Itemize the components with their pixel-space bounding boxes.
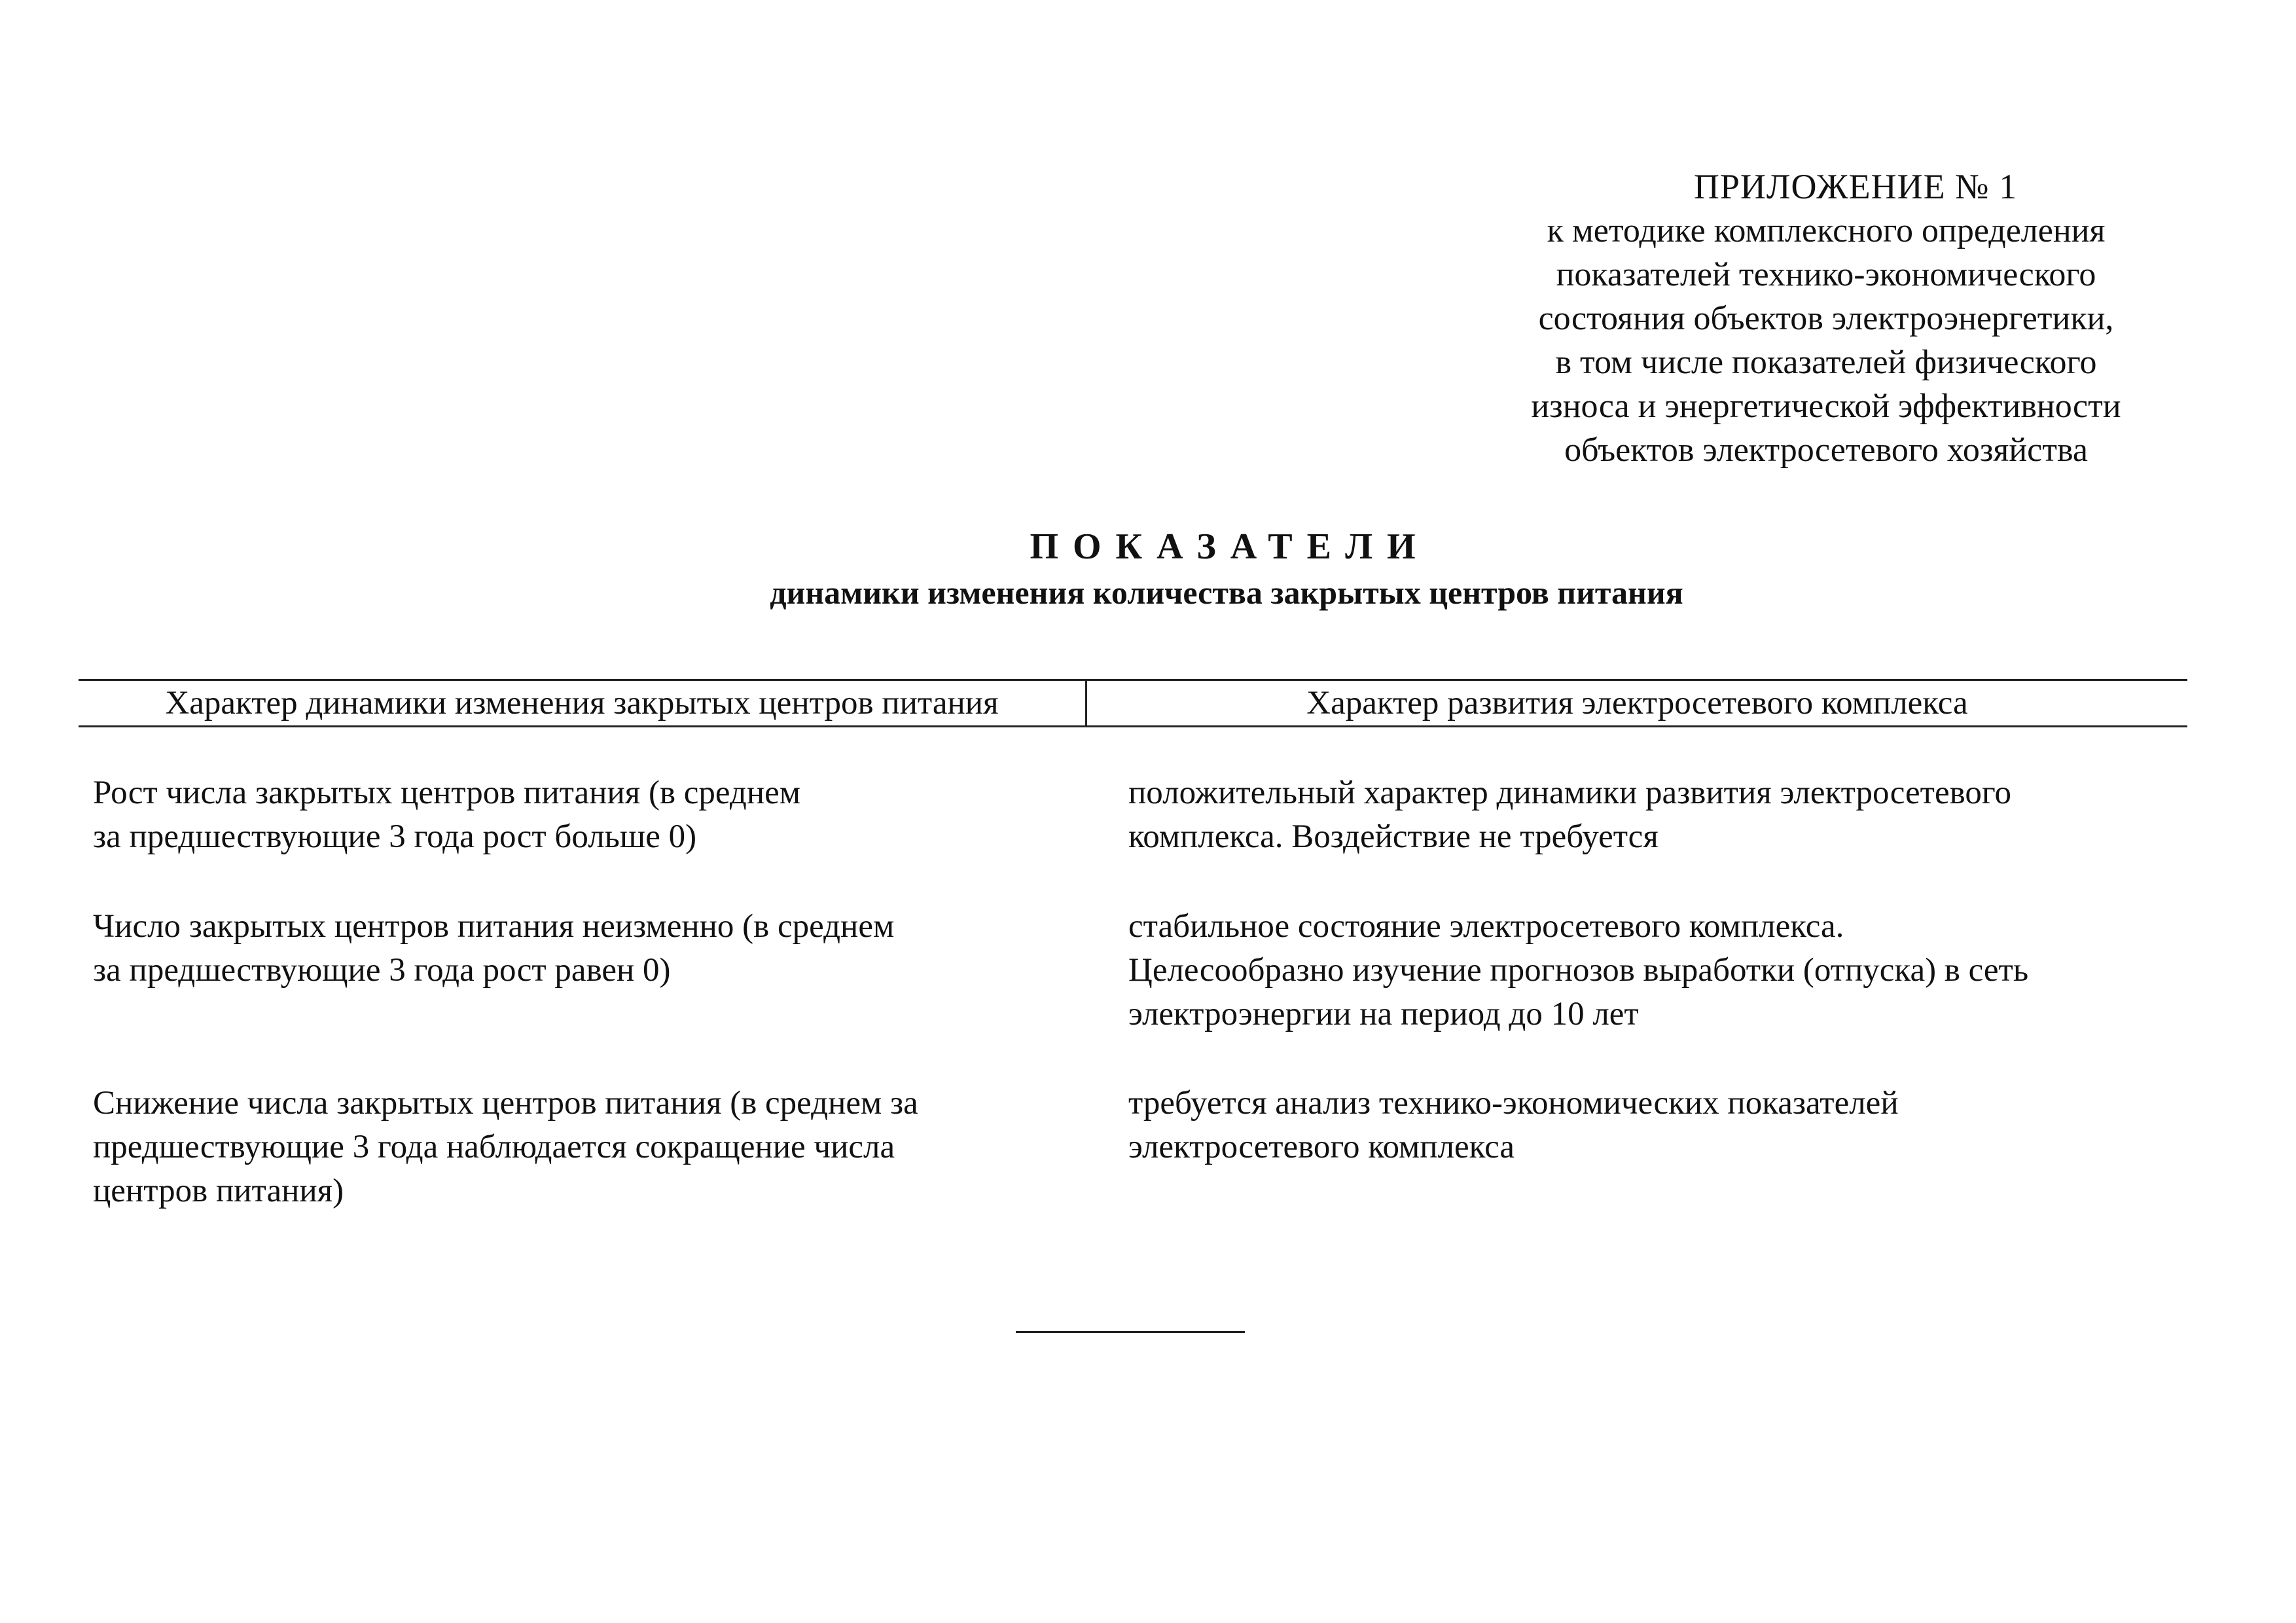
development-cell: требуется анализ технико-экономических показателей электросетевого комплекса xyxy=(1128,1085,1899,1165)
table-row xyxy=(93,905,2187,1036)
end-divider xyxy=(1016,1331,1245,1333)
appendix-line: износа и энергетической эффективности xyxy=(1531,388,2121,425)
appendix-block xyxy=(1466,165,2186,472)
document-heading xyxy=(0,524,2296,615)
appendix-line: показателей технико-экономического xyxy=(1556,256,2096,293)
appendix-line: объектов электросетевого хозяйства xyxy=(1564,431,2088,469)
appendix-line: состояния объектов электроэнергетики, xyxy=(1538,300,2114,337)
document-title: ПОКАЗАТЕЛИ xyxy=(1030,526,1430,567)
appendix-line: в том числе показателей физического xyxy=(1555,344,2097,381)
appendix-title: ПРИЛОЖЕНИЕ № 1 xyxy=(1693,167,2018,206)
appendix-line: к методике комплексного определения xyxy=(1547,212,2106,249)
document-subtitle: динамики изменения количества закрытых центров питания xyxy=(770,574,1683,611)
table-row xyxy=(93,771,2187,859)
table-row xyxy=(93,1082,2187,1213)
development-cell: стабильное состояние электросетевого комплекса. Целесообразно изучение прогнозов выработки (отпуска) в сеть электроэнергии на период до 10 лет xyxy=(1128,908,2029,1032)
column-header-development: Характер развития электросетевого комплекса xyxy=(1306,685,1968,721)
development-cell: положительный характер динамики развития электросетевого комплекса. Воздействие не требуется xyxy=(1128,775,2011,855)
column-header-dynamics: Характер динамики изменения закрытых центров питания xyxy=(79,681,1087,725)
dynamics-cell: Рост числа закрытых центров питания (в среднем за предшествующие 3 года рост больше 0) xyxy=(93,775,801,855)
table-header xyxy=(79,679,2187,727)
dynamics-cell: Число закрытых центров питания неизменно (в среднем за предшествующие 3 года рост равен 0) xyxy=(93,908,895,989)
dynamics-cell: Снижение числа закрытых центров питания (в среднем за предшествующие 3 года наблюдается сокращение числа центров питания) xyxy=(93,1085,918,1209)
